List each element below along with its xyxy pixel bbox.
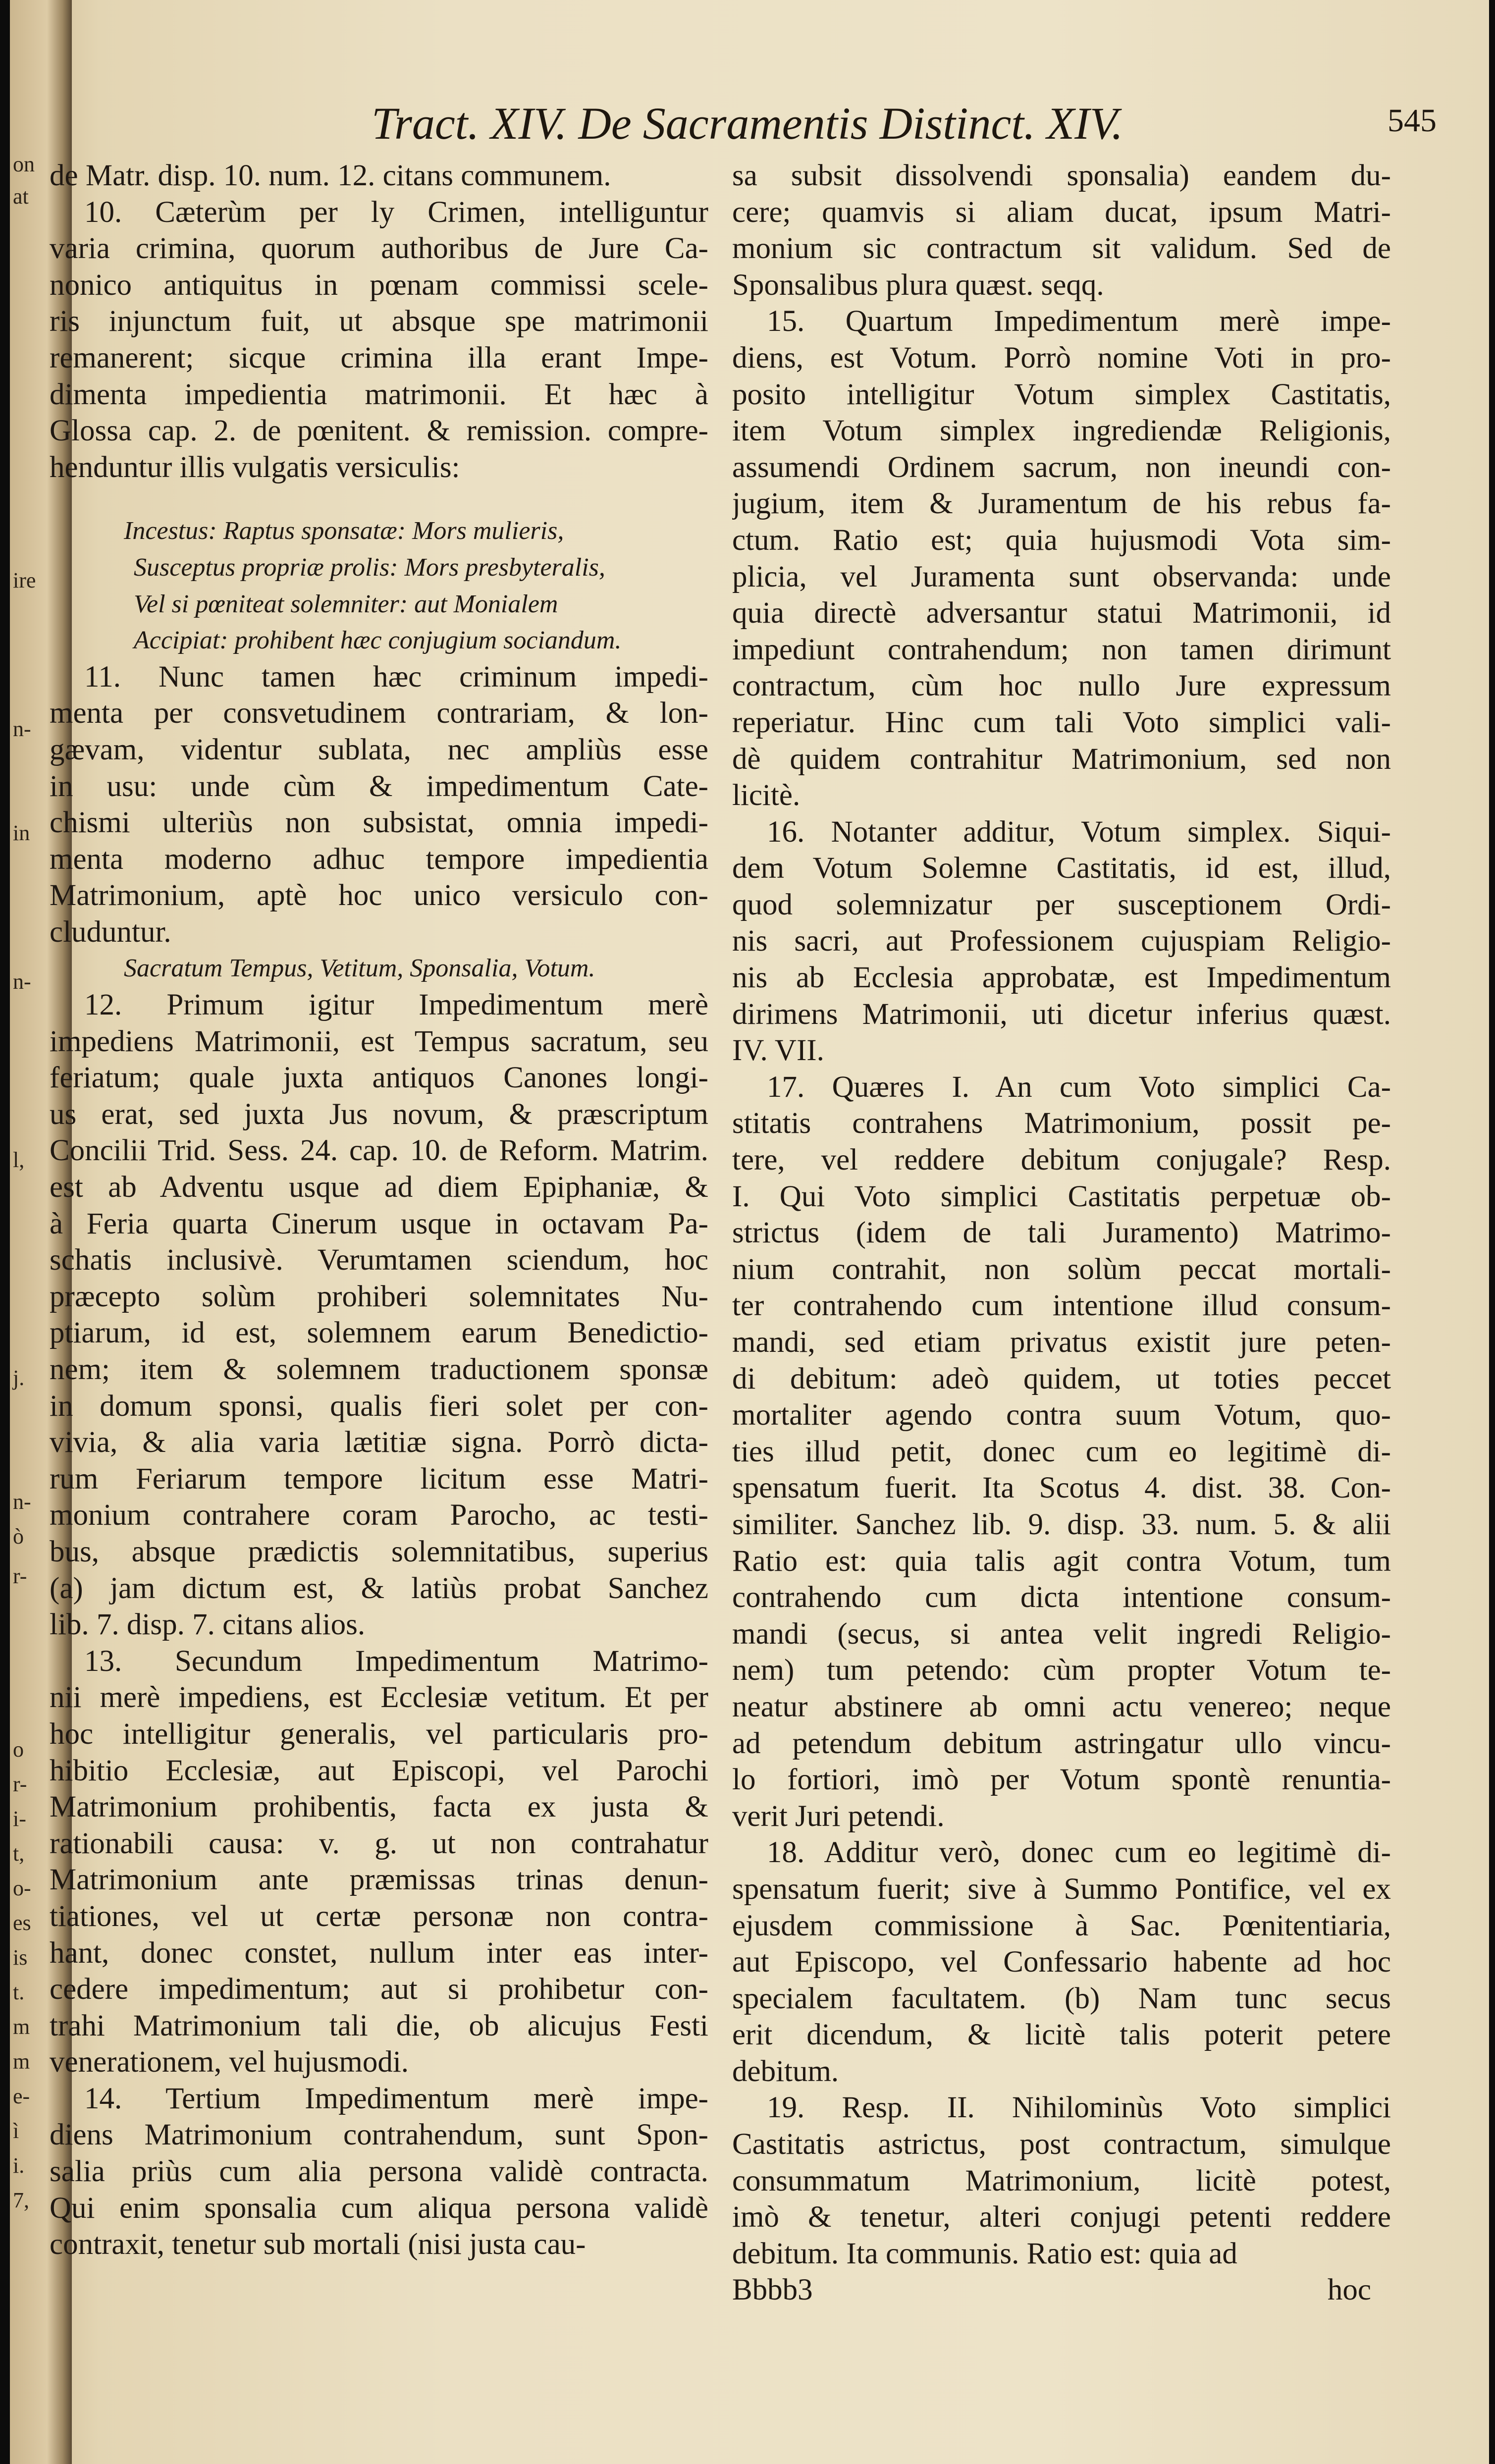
- text-line: Concilii Trid. Sess. 24. cap. 10. de Reform. Matrim.: [50, 1134, 708, 1168]
- text-line: hibitio Ecclesiæ, aut Episcopi, vel Parochi: [50, 1754, 708, 1787]
- text-line: aut Episcopo, vel Confessario habente ad hoc: [732, 1945, 1391, 1979]
- verse-line: Accipiat: prohibent hæc conjugium sociandum.: [134, 626, 622, 655]
- gutter-fragment: ò: [13, 1524, 24, 1549]
- text-line: monium contrahere coram Parocho, ac testi-: [50, 1499, 708, 1532]
- text-line: ejusdem commissione à Sac. Pœnitentiaria,: [732, 1909, 1391, 1942]
- text-line: sa subsit dissolvendi sponsalia) eandem du-: [732, 159, 1391, 192]
- verse-line: Vel si pœniteat solemniter: aut Monialem: [134, 589, 558, 618]
- running-title: Tract. XIV. De Sacramentis Distinct. XIV.: [372, 98, 1123, 149]
- text-line: verit Juri petendi.: [732, 1799, 945, 1833]
- text-line: nium contrahit, non solùm peccat mortali-: [732, 1252, 1391, 1286]
- text-line: cedere impedimentum; aut si prohibetur con-: [50, 1973, 708, 2006]
- gutter-fragment: i-: [13, 1807, 26, 1831]
- running-head: [307, 97, 1471, 166]
- catchword: hoc: [1327, 2273, 1371, 2307]
- text-line: quia directè adversantur statui Matrimonii, id: [732, 596, 1391, 630]
- gutter-fragment: o: [13, 1737, 24, 1762]
- text-line: licitè.: [732, 779, 801, 812]
- text-line: consummatum Matrimonium, licitè potest,: [732, 2164, 1391, 2197]
- text-line: di debitum: adeò quidem, ut toties peccet: [732, 1362, 1391, 1395]
- text-line: dè quidem contrahitur Matrimonium, sed non: [732, 742, 1391, 776]
- text-line: nis sacri, aut Professionem cujuspiam Religio-: [732, 924, 1391, 958]
- text-line: ris injunctum fuit, ut absque spe matrimonii: [50, 305, 708, 338]
- gutter-fragment: 7,: [13, 2188, 29, 2212]
- text-line: jugium, item & Juramentum de his rebus fa-: [732, 487, 1391, 521]
- text-line: strictus (idem de tali Juramento) Matrimo-: [732, 1216, 1391, 1250]
- gutter-fragment: es: [13, 1911, 31, 1935]
- text-line: chismi ulteriùs non subsistat, omnia impedi-: [50, 806, 708, 840]
- text-line: hoc intelligitur generalis, vel particularis pro-: [50, 1717, 708, 1751]
- gutter-fragment: r-: [13, 1772, 27, 1796]
- text-line: nem; item & solemnem traductionem sponsæ: [50, 1353, 708, 1386]
- text-line: menta per consvetudinem contrariam, & lon-: [50, 696, 708, 730]
- text-line: imò & tenetur, alteri conjugi petenti reddere: [732, 2200, 1391, 2234]
- text-line: rationabili causa: v. g. ut non contrahatur: [50, 1826, 708, 1860]
- text-line: 19. Resp. II. Nihilominùs Voto simplici: [767, 2091, 1391, 2125]
- gutter-fragment: n-: [13, 717, 31, 741]
- text-line: us erat, sed juxta Jus novum, & præscriptum: [50, 1097, 708, 1131]
- text-line: plicia, vel Juramenta sunt observanda: unde: [732, 560, 1391, 593]
- text-line: posito intelligitur Votum simplex Castitatis,: [732, 377, 1391, 411]
- text-line: neatur abstinere ab omni actu venereo; neque: [732, 1690, 1391, 1723]
- gutter-fragment: t,: [13, 1841, 25, 1866]
- text-line: lib. 7. disp. 7. citans alios.: [50, 1608, 366, 1642]
- text-line: ptiarum, id est, solemnem earum Benedictio-: [50, 1316, 708, 1350]
- text-line: Matrimonium, aptè hoc unico versiculo con-: [50, 879, 708, 912]
- text-line: nonico antiquitus in pœnam commissi scele-: [50, 268, 708, 302]
- text-line: salia priùs cum alia persona validè contracta.: [50, 2155, 708, 2189]
- text-line: 18. Additur verò, donec cum eo legitimè di-: [767, 1836, 1391, 1870]
- text-line: 15. Quartum Impedimentum merè impe-: [767, 305, 1391, 338]
- gutter-fragment: m: [13, 2015, 30, 2039]
- text-line: lo fortiori, imò per Votum spontè renuntia-: [732, 1763, 1391, 1797]
- text-line: nem) tum petendo: cùm propter Votum te-: [732, 1654, 1391, 1687]
- text-line: diens, est Votum. Porrò nomine Voti in pro-: [732, 341, 1391, 375]
- gutter-fragment: l,: [13, 1148, 25, 1172]
- verse-line: Incestus: Raptus sponsatæ: Mors mulieris,: [124, 517, 564, 545]
- text-line: dimenta impedientia matrimonii. Et hæc à: [50, 377, 708, 411]
- text-line: item Votum simplex ingrediendæ Religionis,: [732, 414, 1391, 448]
- text-line: vivia, & alia varia lætitiæ signa. Porrò dicta-: [50, 1426, 708, 1459]
- text-line: henduntur illis vulgatis versiculis:: [50, 450, 460, 484]
- verse-gap: [50, 485, 708, 513]
- text-line: IV. VII.: [732, 1034, 824, 1068]
- text-line: 12. Primum igitur Impedimentum merè: [84, 988, 708, 1022]
- text-line: dirimens Matrimonii, uti dicetur inferius quæst.: [732, 997, 1391, 1031]
- text-line: Matrimonium ante præmissas trinas denun-: [50, 1863, 708, 1897]
- gutter-fragment: at: [13, 184, 29, 209]
- text-line: cere; quamvis si aliam ducat, ipsum Matri-: [732, 195, 1391, 229]
- text-line: Castitatis astrictus, post contractum, simulque: [732, 2128, 1391, 2161]
- gutter-fragment: in: [13, 821, 30, 845]
- text-line: 10. Cæterùm per ly Crimen, intelliguntur: [84, 195, 708, 229]
- gutter-fragment: o-: [13, 1876, 31, 1900]
- text-line: bus, absque prædictis solemnitatibus, superius: [50, 1535, 708, 1568]
- text-line: ctum. Ratio est; quia hujusmodi Vota sim-: [732, 523, 1391, 557]
- text-line: mortaliter agendo contra suum Votum, quo-: [732, 1398, 1391, 1432]
- text-line: impediunt contrahendum; non tamen dirimunt: [732, 633, 1391, 666]
- text-line: præcepto solùm prohiberi solemnitates Nu-: [50, 1280, 708, 1313]
- text-line: similiter. Sanchez lib. 9. disp. 33. num. 5. & alii: [732, 1507, 1391, 1541]
- text-line: 13. Secundum Impedimentum Matrimo-: [84, 1644, 708, 1678]
- text-line: quod solemnizatur per susceptionem Ordi-: [732, 888, 1391, 921]
- text-line: est ab Adventu usque ad diem Epiphaniæ, &: [50, 1171, 708, 1204]
- gutter-fragment: is: [13, 1945, 28, 1970]
- gutter-fragment: i.: [13, 2153, 25, 2178]
- left-column: [50, 158, 708, 2263]
- text-line: hant, donec constet, nullum inter eas inter-: [50, 1936, 708, 1970]
- gutter-fragment: on: [13, 152, 35, 176]
- text-line: mandi (secus, si antea velit ingredi Religio-: [732, 1617, 1391, 1651]
- text-line: in usu: unde cùm & impedimentum Cate-: [50, 769, 708, 803]
- text-line: de Matr. disp. 10. num. 12. citans communem.: [50, 159, 611, 192]
- text-line: Ratio est: quia talis agit contra Votum, tum: [732, 1544, 1391, 1578]
- text-line: tiationes, vel ut certæ personæ non contra-: [50, 1899, 708, 1933]
- text-line: contraxit, tenetur sub mortali (nisi justa cau-: [50, 2228, 586, 2261]
- gutter-fragment: t.: [13, 1980, 25, 2004]
- text-line: mandi, sed etiam privatus existit jure peten-: [732, 1326, 1391, 1359]
- text-line: trahi Matrimonium tali die, ob alicujus Festi: [50, 2009, 708, 2042]
- text-line: (a) jam dictum est, & latiùs probat Sanchez: [50, 1571, 708, 1605]
- gutter-fragment: e-: [13, 2084, 30, 2108]
- text-line: contractum, cùm hoc nullo Jure expressum: [732, 669, 1391, 703]
- text-line: assumendi Ordinem sacrum, non ineundi con-: [732, 450, 1391, 484]
- text-line: ties illud petit, donec cum eo legitimè di-: [732, 1435, 1391, 1468]
- verse-line: Susceptus propriæ prolis: Mors presbyteralis,: [134, 553, 605, 582]
- signature-line: [732, 2272, 1391, 2308]
- gutter-fragment: n-: [13, 969, 31, 994]
- text-line: debitum.: [732, 2054, 839, 2088]
- gutter-fragment: m: [13, 2049, 30, 2074]
- text-line: varia crimina, quorum authoribus de Jure Ca-: [50, 232, 708, 266]
- text-line: menta moderno adhuc tempore impedientia: [50, 842, 708, 876]
- gutter-fragment: ire: [13, 568, 36, 592]
- text-line: 14. Tertium Impedimentum merè impe-: [84, 2082, 708, 2115]
- text-line: tere, vel reddere debitum conjugale? Resp.: [732, 1143, 1391, 1177]
- gutter-fragment: j.: [13, 1366, 25, 1390]
- right-column: [732, 158, 1391, 2308]
- text-line: rum Feriarum tempore licitum esse Matri-: [50, 1462, 708, 1496]
- text-line: contrahendo cum dicta intentione consum-: [732, 1581, 1391, 1614]
- text-line: 16. Notanter additur, Votum simplex. Siqui-: [767, 815, 1391, 849]
- text-line: nii merè impediens, est Ecclesiæ vetitum. Et per: [50, 1681, 708, 1714]
- text-line: in domum sponsi, qualis fieri solet per con-: [50, 1389, 708, 1423]
- verse-mnemonic: Sacratum Tempus, Vetitum, Sponsalia, Votum.: [124, 954, 595, 983]
- text-line: Glossa cap. 2. de pœnitent. & remission. compre-: [50, 414, 708, 448]
- text-line: dem Votum Solemne Castitatis, id est, illud,: [732, 852, 1391, 885]
- text-line: cluduntur.: [50, 915, 171, 949]
- text-line: I. Qui Voto simplici Castitatis perpetuæ ob-: [732, 1179, 1391, 1213]
- text-line: ter contrahendo cum intentione illud consum-: [732, 1289, 1391, 1323]
- gutter-fragment: ì: [13, 2119, 19, 2143]
- gutter-fragment: n-: [13, 1490, 31, 1514]
- text-line: spensatum fuerit; sive à Summo Pontifice, vel ex: [732, 1872, 1391, 1906]
- text-line: remanerent; sicque crimina illa erant Impe-: [50, 341, 708, 375]
- signature-mark: Bbbb3: [732, 2273, 813, 2307]
- text-line: Sponsalibus plura quæst. seqq.: [732, 268, 1104, 302]
- text-line: Matrimonium prohibentis, facta ex justa &: [50, 1790, 708, 1824]
- text-line: stitatis contrahens Matrimonium, possit pe-: [732, 1107, 1391, 1140]
- text-line: debitum. Ita communis. Ratio est: quia ad: [732, 2237, 1237, 2270]
- text-line: reperiatur. Hinc cum tali Voto simplici vali-: [732, 705, 1391, 739]
- text-line: gævam, videntur sublata, nec ampliùs esse: [50, 733, 708, 766]
- text-line: venerationem, vel hujusmodi.: [50, 2045, 409, 2079]
- text-line: impediens Matrimonii, est Tempus sacratum, seu: [50, 1024, 708, 1058]
- text-line: monium sic contractum sit validum. Sed de: [732, 232, 1391, 266]
- gutter-fragment: r-: [13, 1564, 27, 1588]
- text-line: schatis inclusivè. Verumtamen sciendum, hoc: [50, 1243, 708, 1277]
- text-line: Qui enim sponsalia cum aliqua persona validè: [50, 2191, 708, 2225]
- text-line: feriatum; quale juxta antiquos Canones longi-: [50, 1061, 708, 1095]
- text-line: nis ab Ecclesia approbatæ, est Impedimentum: [732, 961, 1391, 995]
- text-line: 11. Nunc tamen hæc criminum impedi-: [84, 660, 708, 694]
- text-line: diens Matrimonium contrahendum, sunt Spon-: [50, 2118, 708, 2152]
- text-line: ad petendum debitum astringatur ullo vincu-: [732, 1726, 1391, 1760]
- text-line: specialem facultatem. (b) Nam tunc secus: [732, 1982, 1391, 2015]
- text-line: 17. Quæres I. An cum Voto simplici Ca-: [767, 1070, 1391, 1104]
- text-line: erit dicendum, & licitè talis poterit petere: [732, 2018, 1391, 2052]
- text-line: spensatum fuerit. Ita Scotus 4. dist. 38. Con-: [732, 1471, 1391, 1505]
- book-page: [10, 0, 1489, 2464]
- text-line: à Feria quarta Cinerum usque in octavam Pa-: [50, 1207, 708, 1240]
- page-number: 545: [1388, 103, 1437, 139]
